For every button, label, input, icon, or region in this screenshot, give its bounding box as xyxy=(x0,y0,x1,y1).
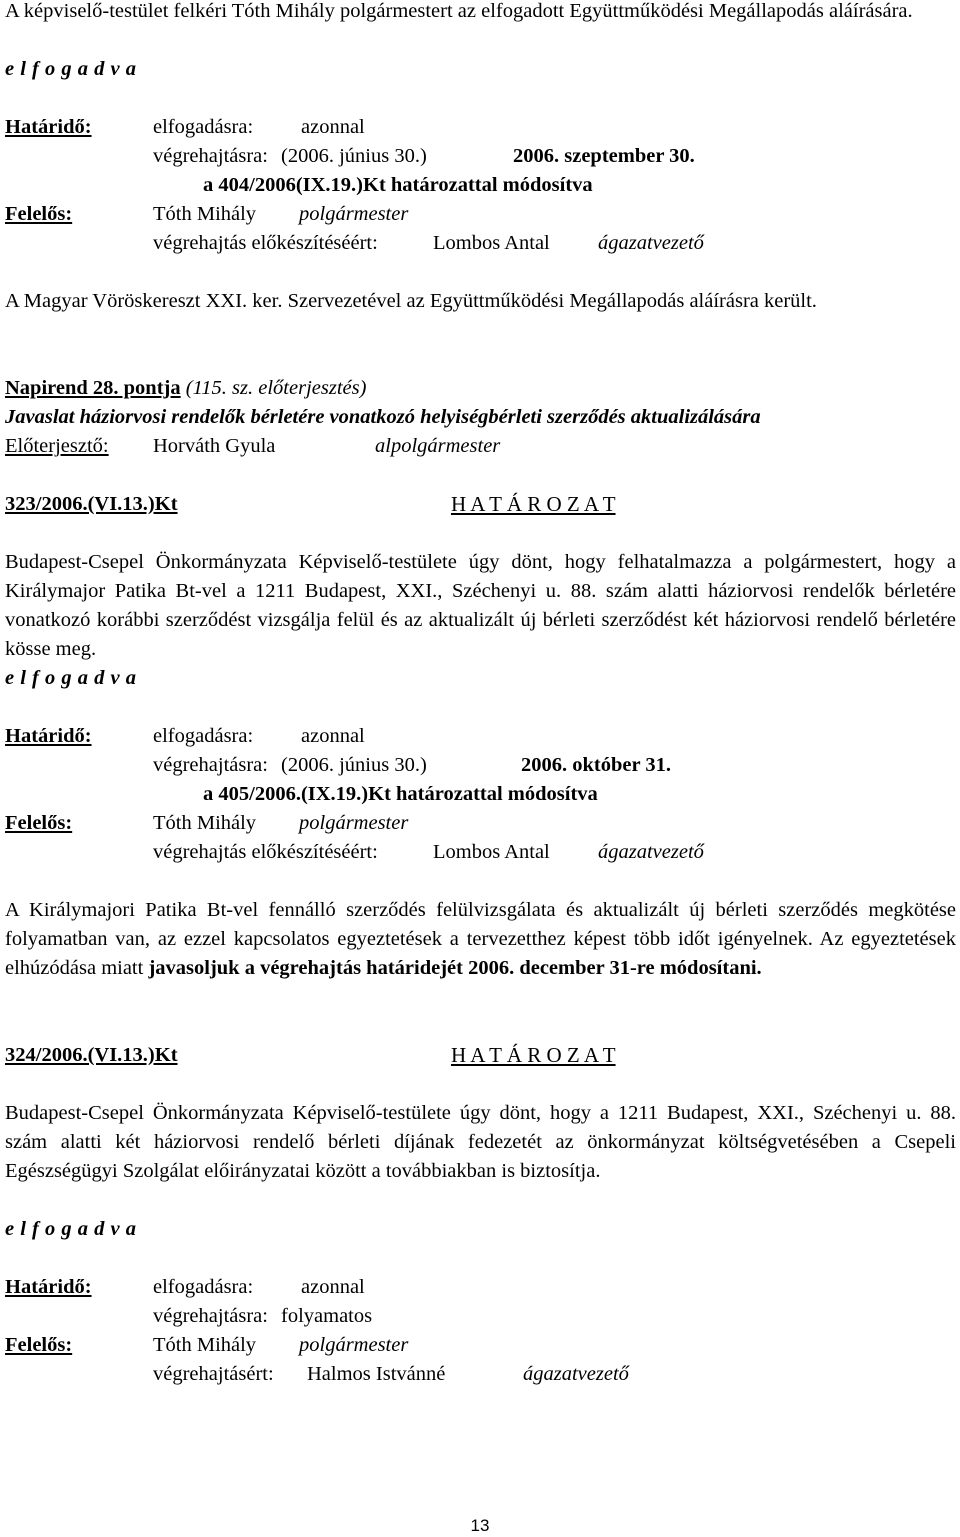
felelos-name: Tóth Mihály xyxy=(153,812,257,834)
felelos-role: polgármester xyxy=(299,1334,409,1356)
status-paragraph: A Magyar Vöröskereszt XXI. ker. Szervezetével az Együttműködési Megállapodás aláírásra került. xyxy=(5,290,817,312)
submission-ref: (115. sz. előterjesztés) xyxy=(185,377,367,399)
felelos-label: Felelős: xyxy=(5,1334,73,1356)
status-text: A Királymajori Patika Bt-vel fennálló szerződés felülvizsgálata és aktualizált új bérleti szerződés megkötése folyamatban van, az ezzel kapcsolatos egyeztetések a tervezetthez képest több időt igényelnek. Az egyeztetések elhúzódása miatt xyxy=(5,899,956,979)
hatarido-label: Határidő: xyxy=(5,725,92,747)
status-proposal: javasoljuk a végrehajtás határidejét 2006. december 31-re módosítani. xyxy=(148,957,762,979)
prep-role: ágazatvezető xyxy=(598,841,704,863)
vegrehajtasra-orig: (2006. június 30.) xyxy=(281,145,427,167)
vegrehajtasra-label: végrehajtásra: xyxy=(153,1305,268,1327)
hatarido-label: Határidő: xyxy=(5,1276,92,1298)
felelos-name: Tóth Mihály xyxy=(153,203,257,225)
vegrehajtasra-value: folyamatos xyxy=(281,1305,373,1327)
elfogadasra-value: azonnal xyxy=(301,116,365,138)
prep-label: végrehajtás előkészítéséért: xyxy=(153,232,378,254)
eloterjeszto-role: alpolgármester xyxy=(375,435,501,457)
intro-paragraph: A képviselő-testület felkéri Tóth Mihály polgármestert az elfogadott Együttműködési Megállapodás aláírására. xyxy=(5,0,913,22)
resolution-number: 324/2006.(VI.13.)Kt xyxy=(5,1044,178,1066)
status-paragraph xyxy=(5,896,956,983)
elfogadasra-label: elfogadásra: xyxy=(153,116,254,138)
resolution-heading: H A T Á R O Z A T xyxy=(451,1043,616,1067)
felelos-label: Felelős: xyxy=(5,812,73,834)
felelos-name: Tóth Mihály xyxy=(153,1334,257,1356)
resp-role: ágazatvezető xyxy=(523,1363,629,1385)
resolution-number: 323/2006.(VI.13.)Kt xyxy=(5,493,178,515)
resp-label: végrehajtásért: xyxy=(153,1363,274,1385)
decision-elfogadva: e l f o g a d v a xyxy=(5,58,137,80)
modositva-note: a 404/2006(IX.19.)Kt határozattal módosítva xyxy=(203,174,593,196)
agenda-line xyxy=(5,374,366,403)
elfogadasra-value: azonnal xyxy=(301,725,365,747)
decision-elfogadva: e l f o g a d v a xyxy=(5,667,137,689)
agenda-title: Javaslat háziorvosi rendelők bérletére vonatkozó helyiségbérleti szerződés aktualizálására xyxy=(5,406,761,428)
hatarido-label: Határidő: xyxy=(5,116,92,138)
vegrehajtasra-new: 2006. szeptember 30. xyxy=(513,145,695,167)
napirend: Napirend 28. pontja xyxy=(5,377,181,399)
resolution-body: Budapest-Csepel Önkormányzata Képviselő-testülete úgy dönt, hogy a 1211 Budapest, XXI., Széchenyi u. 88. szám alatti két háziorvosi rendelő bérleti díjának fedezetét az önkormányzat költségvetésében a Csepeli Egészségügyi Szolgálat előirányzatai között a továbbiakban is biztosítja. xyxy=(5,1102,956,1182)
decision-elfogadva: e l f o g a d v a xyxy=(5,1218,137,1240)
felelos-role: polgármester xyxy=(299,812,409,834)
resp-name: Halmos Istvánné xyxy=(307,1363,446,1385)
vegrehajtasra-label: végrehajtásra: xyxy=(153,754,268,776)
eloterjeszto-name: Horváth Gyula xyxy=(153,435,276,457)
vegrehajtasra-orig: (2006. június 30.) xyxy=(281,754,427,776)
eloterjeszto-label: Előterjesztő: xyxy=(5,435,109,457)
felelos-role: polgármester xyxy=(299,203,409,225)
prep-role: ágazatvezető xyxy=(598,232,704,254)
modositva-note: a 405/2006.(IX.19.)Kt határozattal módosítva xyxy=(203,783,598,805)
elfogadasra-label: elfogadásra: xyxy=(153,725,254,747)
resolution-body: Budapest-Csepel Önkormányzata Képviselő-testülete úgy dönt, hogy felhatalmazza a polgármestert, hogy a Királymajor Patika Bt-vel a 1211 Budapest, XXI., Széchenyi u. 88. szám alatti háziorvosi rendelők bérletére vonatkozó korábbi szerződést vizsgálja felül és az aktualizált új bérleti szerződést két háziorvosi rendelő bérletére kösse meg. xyxy=(5,551,956,660)
prep-name: Lombos Antal xyxy=(433,232,550,254)
prep-label: végrehajtás előkészítéséért: xyxy=(153,841,378,863)
page-number: 13 xyxy=(470,1516,490,1535)
felelos-label: Felelős: xyxy=(5,203,73,225)
elfogadasra-label: elfogadásra: xyxy=(153,1276,254,1298)
vegrehajtasra-label: végrehajtásra: xyxy=(153,145,268,167)
resolution-heading: H A T Á R O Z A T xyxy=(451,492,616,516)
prep-name: Lombos Antal xyxy=(433,841,550,863)
elfogadasra-value: azonnal xyxy=(301,1276,365,1298)
vegrehajtasra-new: 2006. október 31. xyxy=(521,754,671,776)
